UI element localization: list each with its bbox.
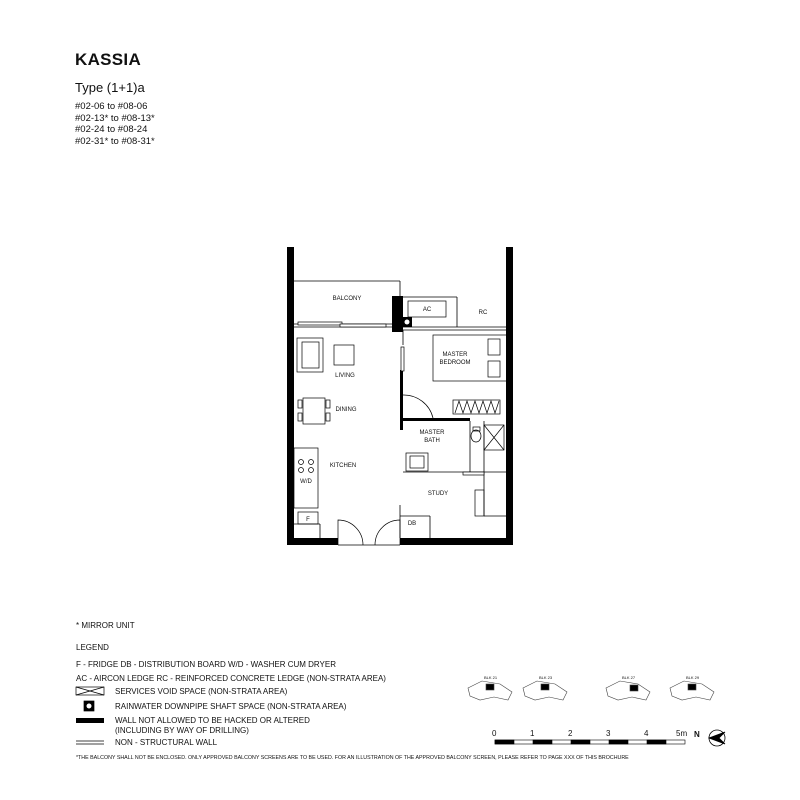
block-label: BLK 21: [484, 675, 498, 680]
room-label-master-bath: MASTER: [419, 430, 445, 436]
study-door: [403, 395, 433, 418]
scale-tick-label: 2: [568, 729, 573, 738]
bath-door: [463, 472, 484, 475]
room-label-master-bedroom: MASTER: [442, 352, 468, 358]
toilet-icon: [471, 427, 481, 442]
room-label-kitchen: KITCHEN: [329, 463, 357, 469]
legend-abbreviations: F - FRIDGE DB - DISTRIBUTION BOARD W/D - WASHER CUM DRYER: [76, 660, 337, 669]
entrance-door: [338, 520, 400, 545]
non-structural-wall-symbol: [76, 741, 104, 744]
block-label: BLK 23: [539, 675, 553, 680]
room-label-master-bath: BATH: [424, 438, 440, 444]
unit-type: Type (1+1)a: [75, 80, 145, 95]
balcony-sliding-door: [298, 322, 386, 327]
legend-abbreviations: AC - AIRCON LEDGE RC - REINFORCED CONCRETE LEDGE (NON-STRATA AREA): [76, 674, 386, 683]
label-washer-dryer: W/D: [300, 479, 312, 485]
legend-rainwater-shaft: RAINWATER DOWNPIPE SHAFT SPACE (NON-STRATA AREA): [115, 702, 347, 711]
mirror-unit-note: * MIRROR UNIT: [76, 621, 135, 630]
label-distribution-board: DB: [407, 521, 417, 527]
block-key-plan: [670, 681, 714, 700]
room-label-study: STUDY: [427, 491, 449, 497]
unit-number-range: #02-13* to #08-13*: [75, 112, 155, 124]
scale-tick-label: 0: [492, 729, 497, 738]
legend-structural-wall-line: (INCLUDING BY WAY OF DRILLING): [115, 726, 249, 735]
label-fridge: F: [306, 517, 310, 523]
room-label-rc: RC: [478, 310, 488, 316]
legend-title: LEGEND: [76, 643, 109, 652]
legend-structural-wall: [115, 716, 310, 736]
block-label: BLK 29: [686, 675, 700, 680]
block-key-plans: [468, 681, 714, 700]
wardrobe-icon: [453, 400, 500, 414]
legend-structural-wall-line: WALL NOT ALLOWED TO BE HACKED OR ALTERED: [115, 716, 310, 725]
room-label-balcony: BALCONY: [332, 296, 362, 302]
block-label: BLK 27: [622, 675, 636, 680]
bedroom-door: [401, 347, 404, 371]
unit-number-range: #02-06 to #08-06: [75, 101, 148, 112]
services-void-symbol: [76, 687, 104, 695]
structural-wall-symbol: [76, 718, 104, 723]
unit-number-range: #02-31* to #08-31*: [75, 135, 155, 147]
scale-bar: [495, 740, 685, 744]
rainwater-shaft-symbol: [84, 701, 94, 711]
sofa-icon: [297, 338, 323, 372]
room-label-ac: AC: [422, 307, 432, 313]
room-label-dining: DINING: [335, 407, 357, 413]
dining-table-icon: [298, 398, 330, 424]
room-label-master-bedroom: BEDROOM: [439, 360, 471, 366]
rainwater-shaft-icon: [402, 317, 412, 327]
legend-non-structural-wall: NON - STRUCTURAL WALL: [115, 738, 218, 747]
room-label-living: LIVING: [335, 373, 355, 379]
balcony-footnote: *THE BALCONY SHALL NOT BE ENCLOSED. ONLY APPROVED BALCONY SCREENS ARE TO BE USED. FOR AN ILLUSTRATION OF THE APPROVED BALCONY SCREEN, PLEASE REFER TO PAGE XXX OF THIS BROCHURE: [76, 755, 629, 761]
kitchen-counter-icon: [294, 448, 318, 508]
basin-icon: [406, 453, 428, 471]
north-label: N: [694, 730, 700, 739]
bed-icon: [433, 335, 507, 381]
legend-services-void: SERVICES VOID SPACE (NON-STRATA AREA): [115, 687, 288, 696]
scale-tick-label: 4: [644, 729, 649, 738]
scale-tick-label: 5m: [676, 729, 688, 738]
project-title: KASSIA: [75, 50, 142, 69]
north-arrow-icon: [709, 730, 725, 746]
block-key-plan: [468, 681, 512, 700]
study-desk-icon: [475, 490, 484, 516]
shower-icon: [484, 425, 504, 450]
block-key-plan: [523, 681, 567, 700]
scale-tick-label: 1: [530, 729, 535, 738]
legend-symbols: [76, 687, 104, 744]
coffee-table-icon: [334, 345, 354, 365]
block-key-plan: [606, 681, 650, 700]
scale-tick-label: 3: [606, 729, 611, 738]
unit-number-range: #02-24 to #08-24: [75, 124, 148, 135]
